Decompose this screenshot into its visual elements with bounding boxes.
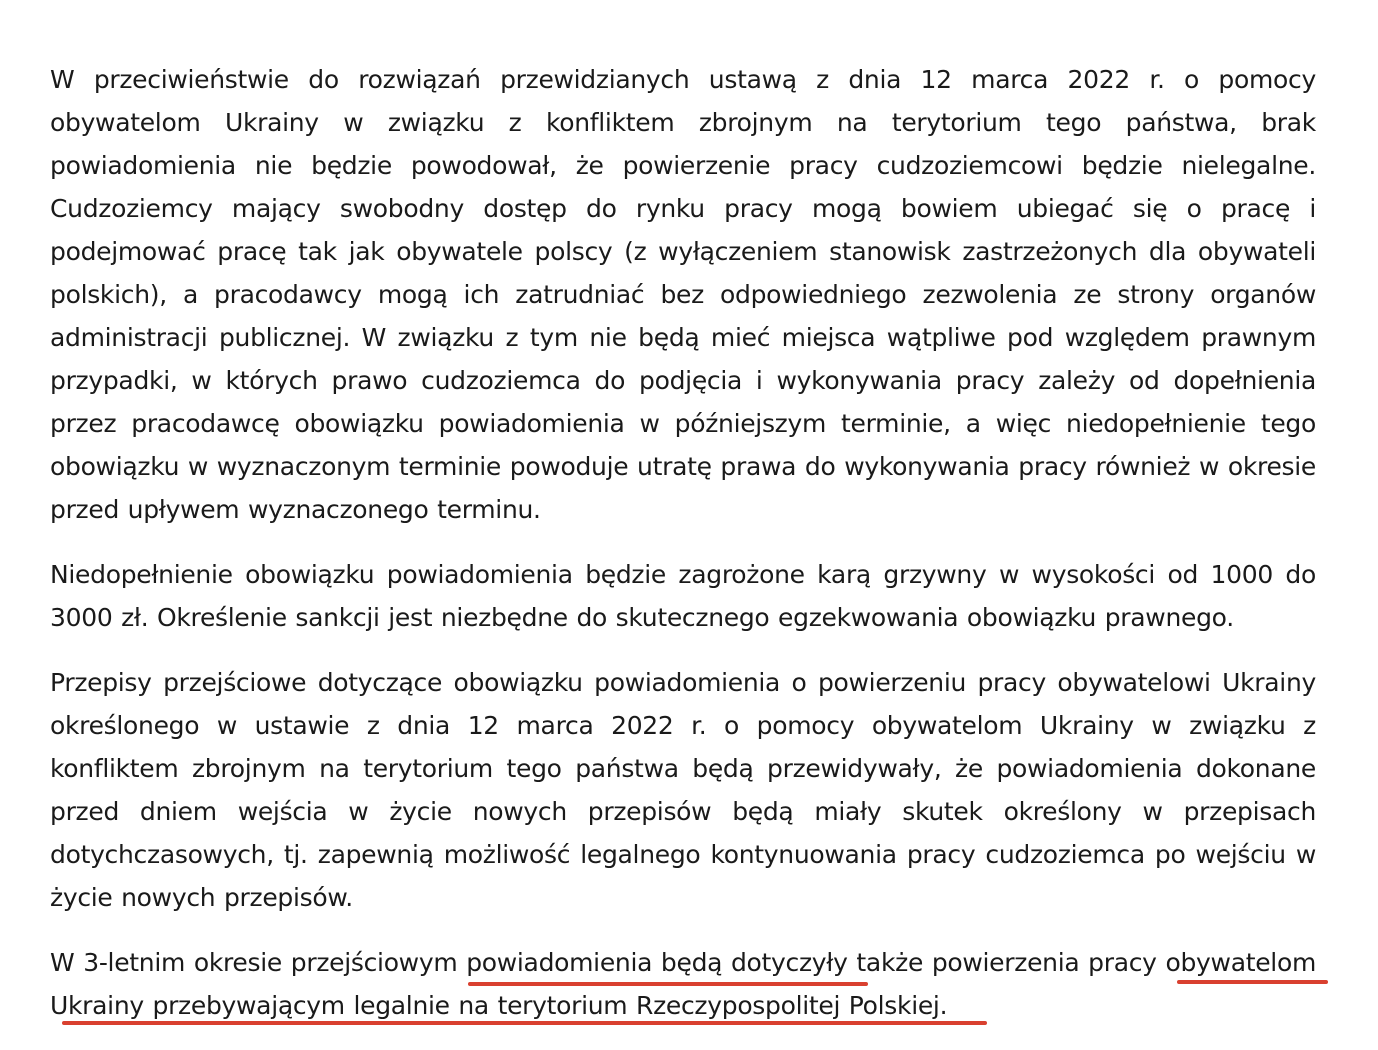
highlighted-phrase-2: bywatelom bbox=[1180, 948, 1316, 977]
paragraph-3: Przepisy przejściowe dotyczące obowiązku powiadomienia o powierzeniu pracy obywatelowi Ukrainy określonego w ustawie z dnia 12 marca 2022 r. o pomocy obywatelom Ukrainy w związku z konfliktem zbrojnym na terytorium tego państwa będą przewidywały, że powiadomienia dokonane przed dniem wejścia w życie nowych przepisów będą miały skutek określony w przepisach dotychczasowych, tj. zapewnią możliwość legalnego kontynuowania pracy cudzoziemca po wejściu w życie nowych przepisów. bbox=[50, 668, 1316, 912]
document-body bbox=[50, 58, 1316, 1027]
red-underline-mark-3 bbox=[62, 1021, 987, 1025]
paragraph-4-text-c: Ukrainy przebywającym legalnie na terytorium Rzeczypospolitej Polskiej. bbox=[50, 991, 948, 1020]
paragraph-4-text-b: także powierzenia pracy o bbox=[847, 948, 1181, 977]
paragraph-4-text-a: W 3-letnim okresie przejściowym bbox=[50, 948, 467, 977]
paragraph-1: W przeciwieństwie do rozwiązań przewidzianych ustawą z dnia 12 marca 2022 r. o pomocy obywatelom Ukrainy w związku z konfliktem zbrojnym na terytorium tego państwa, brak powiadomienia nie będzie powodował, że powierzenie pracy cudzoziemcowi będzie nielegalne. Cudzoziemcy mający swobodny dostęp do rynku pracy mogą bowiem ubiegać się o pracę i podejmować pracę tak jak obywatele polscy (z wyłączeniem stanowisk zastrzeżonych dla obywateli polskich), a pracodawcy mogą ich zatrudniać bez odpowiedniego zezwolenia ze strony organów administracji publicznej. W związku z tym nie będą mieć miejsca wątpliwe pod względem prawnym przypadki, w których prawo cudzoziemca do podjęcia i wykonywania pracy zależy od dopełnienia przez pracodawcę obowiązku powiadomienia w późniejszym terminie, a więc niedopełnienie tego obowiązku w wyznaczonym terminie powoduje utratę prawa do wykonywania pracy również w okresie przed upływem wyznaczonego terminu. bbox=[50, 65, 1316, 524]
paragraph-2: Niedopełnienie obowiązku powiadomienia będzie zagrożone karą grzywny w wysokości od 1000 do 3000 zł. Określenie sankcji jest niezbędne do skutecznego egzekwowania obowiązku prawnego. bbox=[50, 560, 1316, 632]
highlighted-phrase-1: powiadomienia będą dotyczyły bbox=[466, 948, 848, 977]
red-underline-mark-2 bbox=[1177, 980, 1328, 984]
red-underline-mark-1 bbox=[468, 982, 868, 986]
